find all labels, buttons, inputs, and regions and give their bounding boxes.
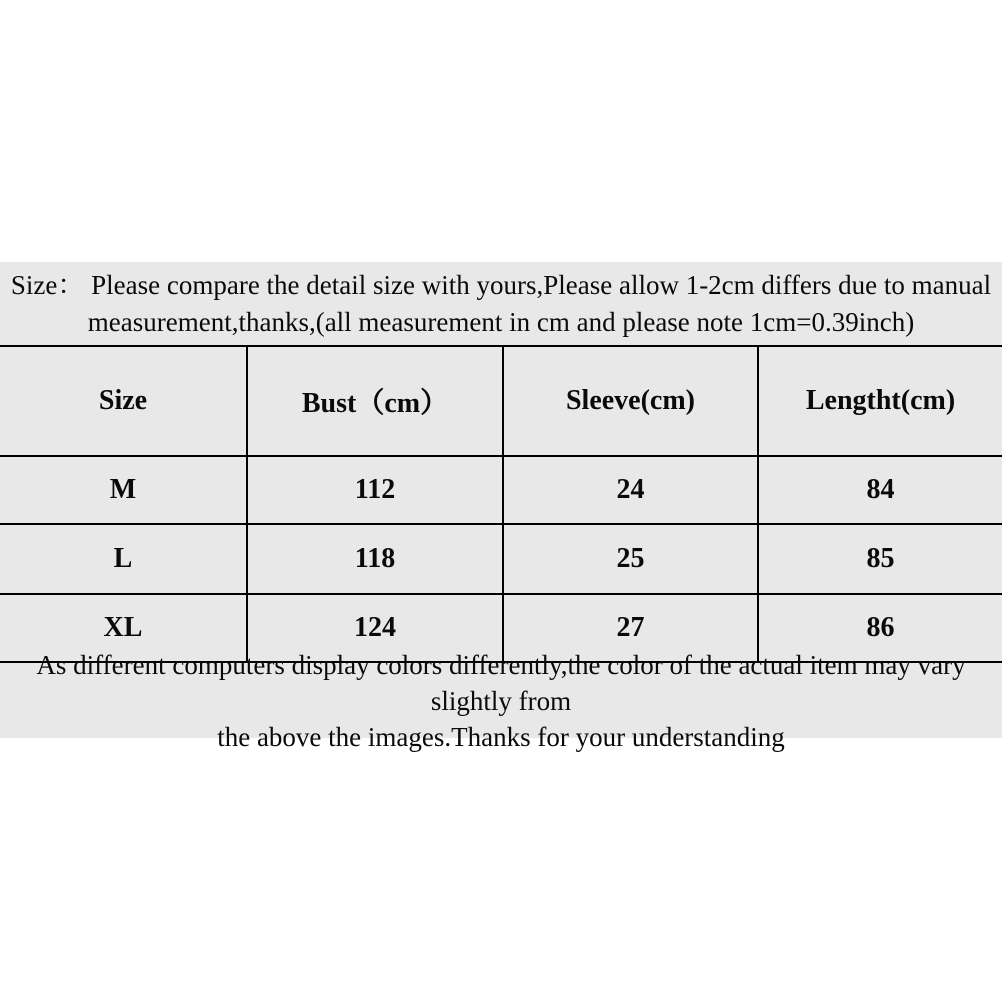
- cell-sleeve-l: 25: [503, 524, 758, 594]
- size-note-line-1: Size： Please compare the detail size with yours,Please allow 1-2cm differs due to manual: [10, 269, 992, 300]
- col-header-sleeve: Sleeve(cm): [503, 346, 758, 456]
- col-header-bust: Bust（cm）: [247, 346, 503, 456]
- cell-bust-l: 118: [247, 524, 503, 594]
- cell-bust-xl: 124: [247, 594, 503, 662]
- cell-sleeve-xl: 27: [503, 594, 758, 662]
- cell-bust-m: 112: [247, 456, 503, 524]
- notice-panel: [0, 262, 1002, 752]
- cell-length-m: 84: [758, 456, 1002, 524]
- color-disclaimer-note: [0, 649, 1002, 752]
- cell-size-m: M: [0, 456, 247, 524]
- cell-size-l: L: [0, 524, 247, 594]
- size-table: [0, 345, 1002, 663]
- size-note: [0, 262, 1002, 345]
- col-header-size: Size: [0, 346, 247, 456]
- size-table-header-row: [0, 346, 1002, 456]
- table-row-m: [0, 456, 1002, 524]
- color-note-line-2: the above the images.Thanks for your understanding: [217, 721, 785, 752]
- cell-size-xl: XL: [0, 594, 247, 662]
- size-note-line-2: measurement,thanks,(all measurement in cm and please note 1cm=0.39inch): [87, 306, 915, 337]
- cell-length-l: 85: [758, 524, 1002, 594]
- color-note-line-1: As different computers display colors differently,the color of the actual item may vary slightly from: [36, 649, 966, 716]
- col-header-length: Lengtht(cm): [758, 346, 1002, 456]
- table-row-l: [0, 524, 1002, 594]
- cell-length-xl: 86: [758, 594, 1002, 662]
- cell-sleeve-m: 24: [503, 456, 758, 524]
